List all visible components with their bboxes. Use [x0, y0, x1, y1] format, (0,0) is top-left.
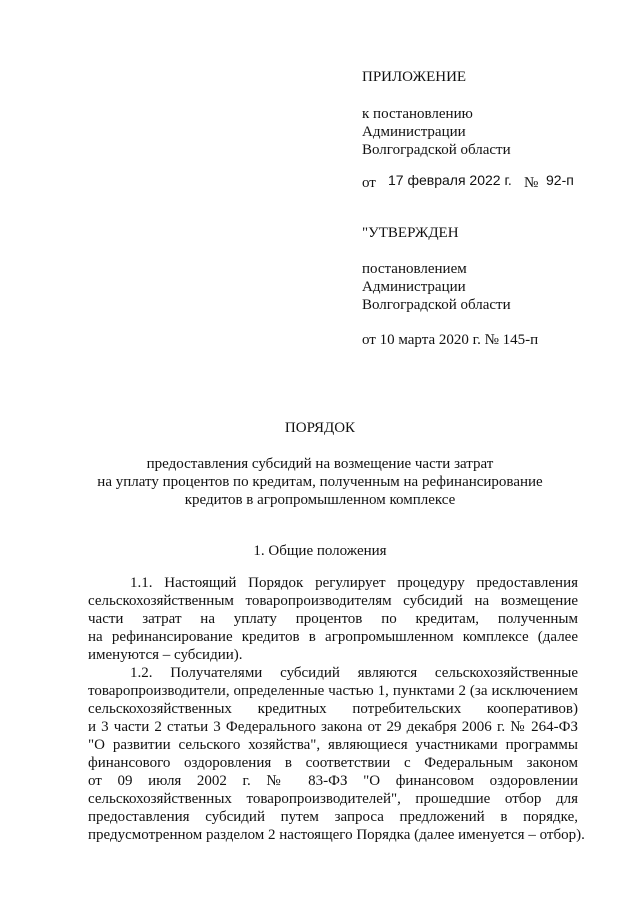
to-resolution: к постановлению	[362, 106, 473, 122]
paragraph-line: финансового оздоровления в соответствии с Федеральным законом	[88, 755, 578, 771]
paragraph-line: сельскохозяйственных кредитных потребительских кооперативов)	[88, 701, 578, 717]
approved-title: "УТВЕРЖДЕН	[362, 225, 459, 241]
administration: Администрации	[362, 124, 466, 140]
number-value: 92-п	[546, 172, 574, 188]
order-subtitle-line: кредитов в агропромышленном комплексе	[184, 492, 456, 508]
paragraph-line: 1.1. Настоящий Порядок регулирует процедуру предоставления	[130, 575, 578, 591]
region: Волгоградской области	[362, 142, 511, 158]
paragraph-line: и 3 части 2 статьи 3 Федерального закона от 29 декабря 2006 г. № 264-ФЗ	[88, 719, 578, 735]
paragraph-line: сельскохозяйственным товаропроизводителям субсидий на возмещение	[88, 593, 578, 609]
paragraph-line: сельскохозяйственных товаропроизводителей", прошедшие отбор для	[88, 791, 578, 807]
date-value: 17 февраля 2022 г.	[388, 172, 512, 188]
paragraph-line: "О развитии сельского хозяйства", являющиеся участниками программы	[88, 737, 578, 753]
paragraph-line: предоставления субсидий путем запроса предложений в порядке,	[88, 809, 578, 825]
number-prefix: №	[524, 175, 539, 191]
paragraph-line: части затрат на уплату процентов по кредитам, полученным	[88, 611, 578, 627]
paragraph-line: от 09 июля 2002 г. № 83-ФЗ "О финансовом оздоровлении	[88, 773, 578, 789]
paragraph-line: 1.2. Получателями субсидий являются сельскохозяйственные	[130, 665, 578, 681]
approved-date-line: от 10 марта 2020 г. № 145-п	[362, 332, 539, 348]
date-prefix: от	[362, 175, 376, 191]
order-title: ПОРЯДОК	[284, 420, 356, 436]
paragraph-line: предусмотренном разделом 2 настоящего Порядка (далее именуется – отбор).	[88, 827, 585, 843]
paragraph-line: товаропроизводители, определенные частью 1, пунктами 2 (за исключением	[88, 683, 578, 699]
order-subtitle-line: на уплату процентов по кредитам, полученным на рефинансирование	[97, 474, 543, 490]
paragraph-line: на рефинансирование кредитов в агропромышленном комплексе (далее	[88, 629, 578, 645]
approved-administration: Администрации	[362, 279, 466, 295]
paragraph-line: именуются – субсидии).	[88, 647, 243, 663]
order-subtitle-line: предоставления субсидий на возмещение части затрат	[146, 456, 494, 472]
appendix-title: ПРИЛОЖЕНИЕ	[362, 69, 467, 85]
approved-region: Волгоградской области	[362, 297, 511, 313]
approved-by-resolution: постановлением	[362, 261, 467, 277]
section-heading: 1. Общие положения	[253, 543, 387, 559]
